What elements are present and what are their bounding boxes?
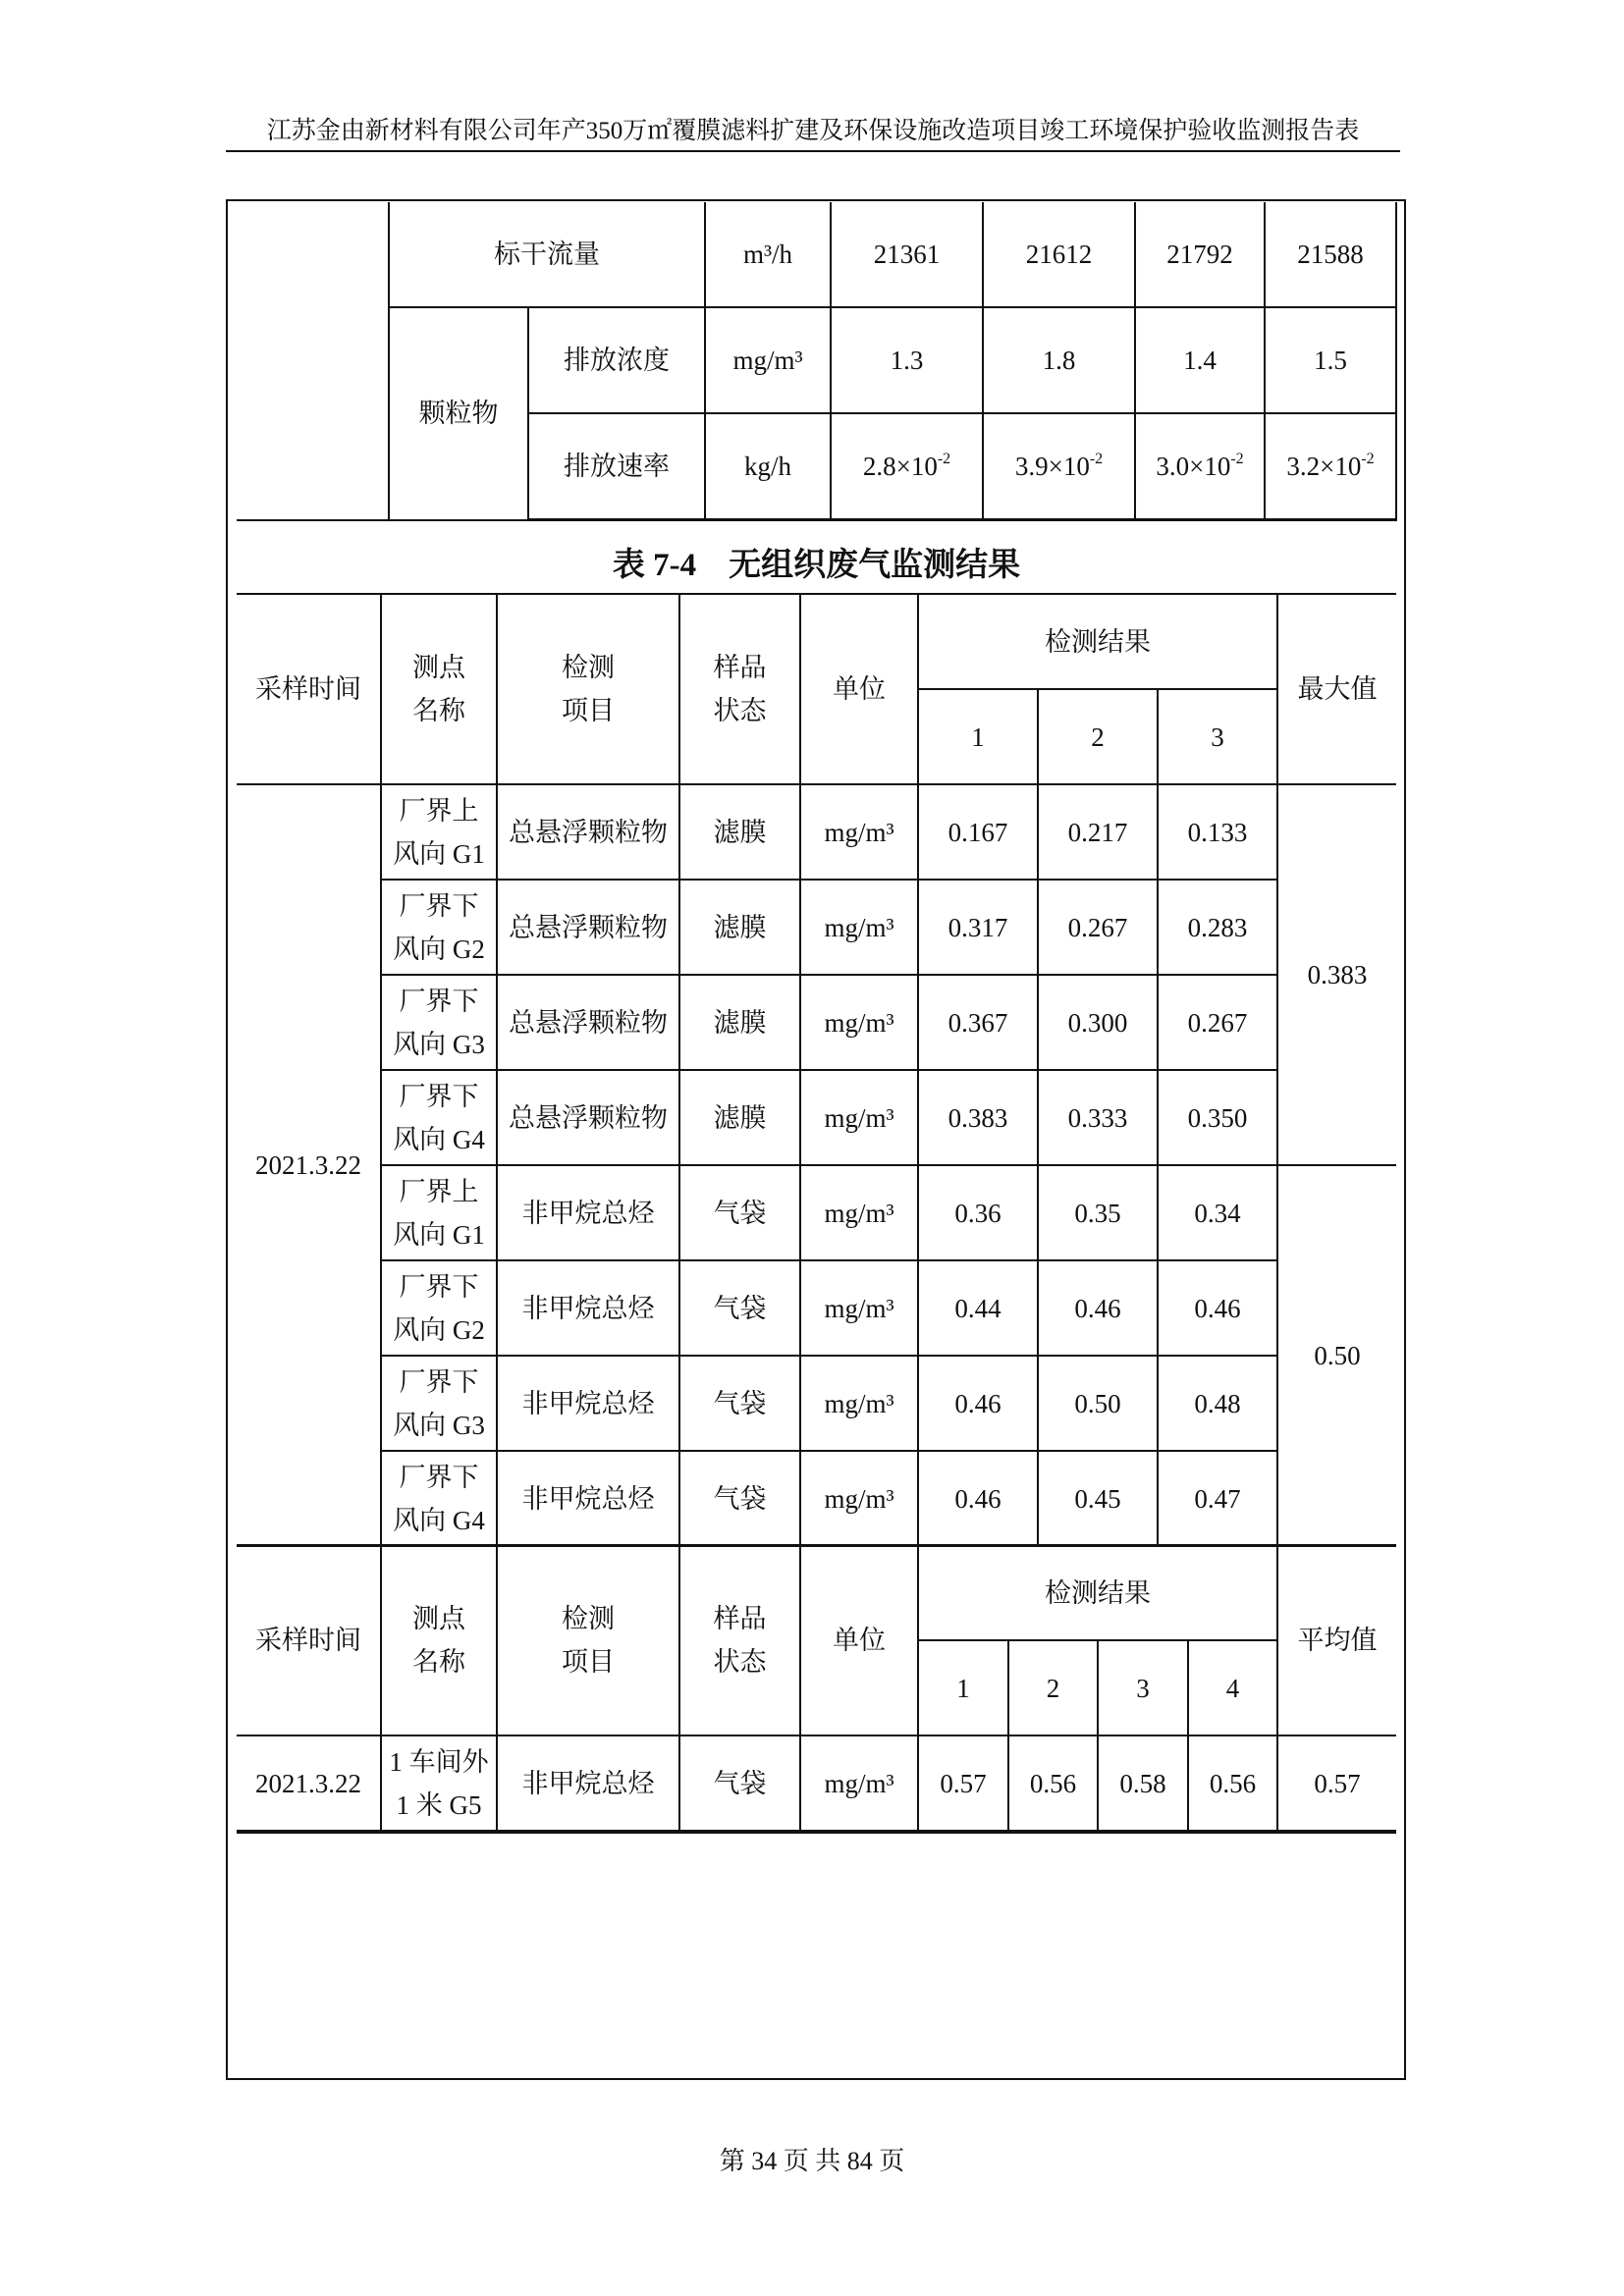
header-item-2: 项目 xyxy=(562,1647,615,1677)
header-point-1: 测点 xyxy=(412,653,465,682)
item: 总悬浮颗粒物 xyxy=(497,784,679,880)
conc-label: 排放浓度 xyxy=(528,307,705,413)
point-name-1: 厂界下 xyxy=(399,1271,479,1302)
point-name-2: 风向 G1 xyxy=(393,838,485,869)
unit: mg/m³ xyxy=(800,1451,918,1546)
value: 0.46 xyxy=(918,1451,1038,1546)
rate-value xyxy=(1135,413,1265,520)
state: 气袋 xyxy=(679,1735,800,1832)
value: 0.48 xyxy=(1158,1356,1277,1451)
point-name-2: 风向 G3 xyxy=(393,1410,485,1440)
rate-base: 2.8×10 xyxy=(862,452,938,481)
point-name-2: 1 米 G5 xyxy=(396,1789,482,1820)
item: 非甲烷总烃 xyxy=(497,1260,679,1356)
rate-exp: -2 xyxy=(937,451,951,467)
state: 气袋 xyxy=(679,1165,800,1260)
table-row xyxy=(237,1165,1396,1260)
rate-value xyxy=(1265,413,1396,520)
header-col-3: 3 xyxy=(1158,689,1277,784)
unit: mg/m³ xyxy=(800,1356,918,1451)
value: 0.46 xyxy=(918,1356,1038,1451)
header-state xyxy=(679,594,800,784)
report-header: 江苏金由新材料有限公司年产350万㎡覆膜滤料扩建及环保设施改造项目竣工环境保护验收监测报告表 xyxy=(266,118,1360,144)
sampling-date: 2021.3.22 xyxy=(237,784,381,1546)
header-point xyxy=(381,1545,497,1735)
header-unit: 单位 xyxy=(800,1545,918,1735)
value: 0.58 xyxy=(1098,1735,1188,1832)
item: 总悬浮颗粒物 xyxy=(497,1070,679,1165)
table-row xyxy=(237,202,1396,307)
value: 0.133 xyxy=(1158,784,1277,880)
table-row xyxy=(237,880,1396,975)
item: 非甲烷总烃 xyxy=(497,1356,679,1451)
state: 滤膜 xyxy=(679,975,800,1070)
header-max: 最大值 xyxy=(1277,594,1396,784)
point-name-2: 风向 G4 xyxy=(393,1505,485,1535)
fugitive-gas-table xyxy=(237,593,1396,1547)
value: 0.46 xyxy=(1158,1260,1277,1356)
item: 非甲烷总烃 xyxy=(497,1451,679,1546)
header-state xyxy=(679,1545,800,1735)
value: 0.44 xyxy=(918,1260,1038,1356)
rate-base: 3.2×10 xyxy=(1286,452,1362,481)
header-unit: 单位 xyxy=(800,594,918,784)
unit: mg/m³ xyxy=(800,1070,918,1165)
header-rule xyxy=(226,150,1400,152)
point-name-1: 厂界下 xyxy=(399,890,479,921)
table-row xyxy=(237,1070,1396,1165)
point-name xyxy=(381,975,497,1070)
point-name-2: 风向 G4 xyxy=(393,1124,485,1154)
table-row xyxy=(237,1451,1396,1546)
item: 总悬浮颗粒物 xyxy=(497,880,679,975)
flow-value: 21361 xyxy=(831,202,983,307)
point-name-1: 厂界下 xyxy=(399,1462,479,1492)
emission-table xyxy=(237,202,1397,521)
header-item xyxy=(497,594,679,784)
state: 气袋 xyxy=(679,1451,800,1546)
table-caption: 表 7-4 无组织废气监测结果 xyxy=(612,548,1021,583)
point-name-2: 风向 G2 xyxy=(393,934,485,964)
table-row xyxy=(237,307,1396,413)
pm-label: 颗粒物 xyxy=(389,307,528,520)
flow-value: 21588 xyxy=(1265,202,1396,307)
point-name-1: 厂界下 xyxy=(399,1081,479,1111)
page-number: 第 34 页 共 84 页 xyxy=(719,2147,905,2175)
table-row xyxy=(237,1260,1396,1356)
flow-label: 标干流量 xyxy=(389,202,705,307)
sampling-date: 2021.3.22 xyxy=(237,1735,381,1832)
header-col-1: 1 xyxy=(918,689,1038,784)
rate-exp: -2 xyxy=(1230,451,1244,467)
state: 滤膜 xyxy=(679,880,800,975)
header-results: 检测结果 xyxy=(918,594,1277,689)
value: 0.333 xyxy=(1038,1070,1158,1165)
point-name-1: 厂界上 xyxy=(399,1176,479,1206)
rate-exp: -2 xyxy=(1361,451,1375,467)
table-row xyxy=(237,784,1396,880)
value: 0.47 xyxy=(1158,1451,1277,1546)
item: 非甲烷总烃 xyxy=(497,1165,679,1260)
point-name-2: 风向 G1 xyxy=(393,1219,485,1250)
point-name xyxy=(381,1165,497,1260)
value: 0.34 xyxy=(1158,1165,1277,1260)
item: 非甲烷总烃 xyxy=(497,1735,679,1832)
rate-value xyxy=(983,413,1135,520)
value: 0.217 xyxy=(1038,784,1158,880)
item: 总悬浮颗粒物 xyxy=(497,975,679,1070)
point-name xyxy=(381,1451,497,1546)
state: 滤膜 xyxy=(679,784,800,880)
flow-value: 21612 xyxy=(983,202,1135,307)
point-name-1: 1 车间外 xyxy=(389,1746,489,1777)
header-item-1: 检测 xyxy=(562,1604,615,1633)
header-point xyxy=(381,594,497,784)
header-time: 采样时间 xyxy=(237,594,381,784)
max-tsp: 0.383 xyxy=(1277,784,1396,1165)
unit: mg/m³ xyxy=(800,1260,918,1356)
header-state-1: 样品 xyxy=(713,653,767,682)
rate-value xyxy=(831,413,983,520)
point-name xyxy=(381,1356,497,1451)
value: 0.46 xyxy=(1038,1260,1158,1356)
flow-value: 21792 xyxy=(1135,202,1265,307)
header-item xyxy=(497,1545,679,1735)
point-name xyxy=(381,1070,497,1165)
conc-value: 1.3 xyxy=(831,307,983,413)
point-name-2: 风向 G2 xyxy=(393,1314,485,1345)
table-header-row xyxy=(237,1545,1396,1640)
point-name xyxy=(381,880,497,975)
header-avg: 平均值 xyxy=(1277,1545,1396,1735)
value: 0.56 xyxy=(1008,1735,1098,1832)
value: 0.317 xyxy=(918,880,1038,975)
value: 0.45 xyxy=(1038,1451,1158,1546)
conc-value: 1.5 xyxy=(1265,307,1396,413)
table-header-row xyxy=(237,594,1396,689)
value: 0.367 xyxy=(918,975,1038,1070)
header-col-3: 3 xyxy=(1098,1640,1188,1735)
value: 0.300 xyxy=(1038,975,1158,1070)
unit: mg/m³ xyxy=(800,1165,918,1260)
rate-label: 排放速率 xyxy=(528,413,705,520)
value: 0.267 xyxy=(1038,880,1158,975)
max-nmhc: 0.50 xyxy=(1277,1165,1396,1546)
header-time: 采样时间 xyxy=(237,1545,381,1735)
unit: mg/m³ xyxy=(800,880,918,975)
point-name xyxy=(381,1260,497,1356)
header-point-2: 名称 xyxy=(412,1647,465,1677)
conc-unit: mg/m³ xyxy=(705,307,831,413)
conc-value: 1.8 xyxy=(983,307,1135,413)
header-point-1: 测点 xyxy=(412,1604,465,1633)
value: 0.283 xyxy=(1158,880,1277,975)
value: 0.35 xyxy=(1038,1165,1158,1260)
state: 气袋 xyxy=(679,1260,800,1356)
workshop-gas-table xyxy=(237,1544,1396,1834)
flow-unit: m³/h xyxy=(705,202,831,307)
header-col-4: 4 xyxy=(1188,1640,1277,1735)
point-name xyxy=(381,1735,497,1832)
state: 滤膜 xyxy=(679,1070,800,1165)
value: 0.36 xyxy=(918,1165,1038,1260)
unit: mg/m³ xyxy=(800,1735,918,1832)
conc-value: 1.4 xyxy=(1135,307,1265,413)
point-name-2: 风向 G3 xyxy=(393,1029,485,1059)
point-name xyxy=(381,784,497,880)
value: 0.56 xyxy=(1188,1735,1277,1832)
header-col-2: 2 xyxy=(1008,1640,1098,1735)
header-item-1: 检测 xyxy=(562,653,615,682)
value: 0.267 xyxy=(1158,975,1277,1070)
state: 气袋 xyxy=(679,1356,800,1451)
value: 0.350 xyxy=(1158,1070,1277,1165)
rate-unit: kg/h xyxy=(705,413,831,520)
header-state-1: 样品 xyxy=(713,1604,767,1633)
rate-base: 3.9×10 xyxy=(1014,452,1090,481)
blank-cell xyxy=(237,202,389,520)
point-name-1: 厂界下 xyxy=(399,1366,479,1397)
header-state-2: 状态 xyxy=(713,696,767,725)
table-row xyxy=(237,975,1396,1070)
header-col-2: 2 xyxy=(1038,689,1158,784)
point-name-1: 厂界下 xyxy=(399,986,479,1016)
table-row xyxy=(237,1356,1396,1451)
unit: mg/m³ xyxy=(800,975,918,1070)
header-col-1: 1 xyxy=(918,1640,1008,1735)
value: 0.167 xyxy=(918,784,1038,880)
rate-exp: -2 xyxy=(1089,451,1104,467)
point-name-1: 厂界上 xyxy=(399,795,479,826)
value: 0.57 xyxy=(918,1735,1008,1832)
value: 0.383 xyxy=(918,1070,1038,1165)
value: 0.50 xyxy=(1038,1356,1158,1451)
header-state-2: 状态 xyxy=(713,1647,767,1677)
unit: mg/m³ xyxy=(800,784,918,880)
rate-base: 3.0×10 xyxy=(1156,452,1231,481)
table-row xyxy=(237,1735,1396,1832)
header-results: 检测结果 xyxy=(918,1545,1277,1640)
average-value: 0.57 xyxy=(1277,1735,1396,1832)
header-point-2: 名称 xyxy=(412,696,465,725)
header-item-2: 项目 xyxy=(562,696,615,725)
